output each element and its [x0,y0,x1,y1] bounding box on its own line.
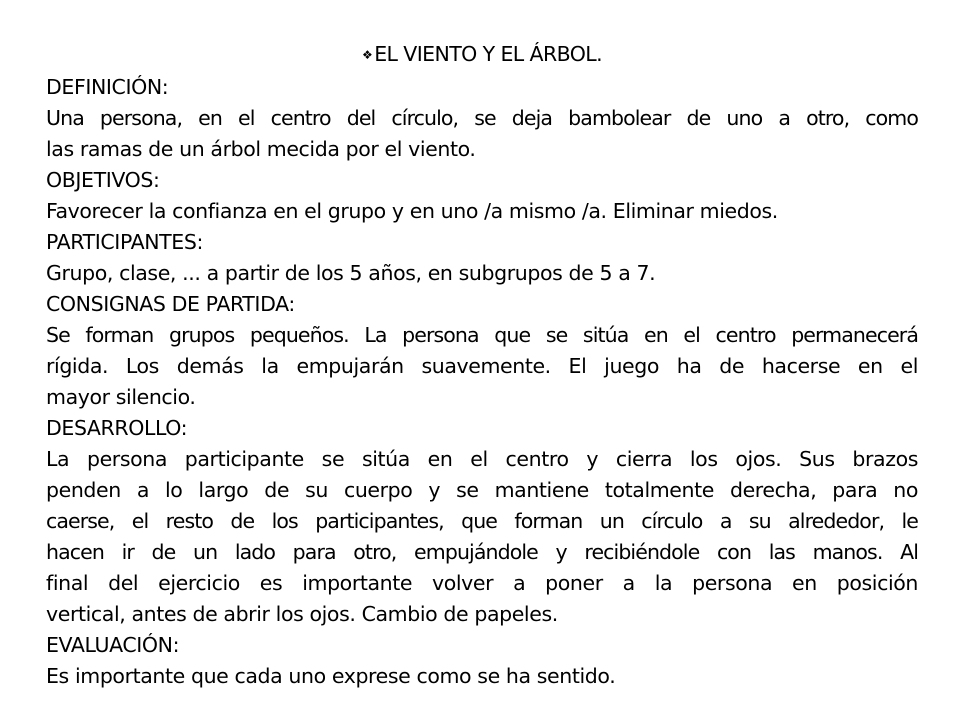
body-line: caerse, el resto de los participantes, que forman un círculo a su alrededor, le [46,509,918,533]
section-heading: OBJETIVOS: [46,168,160,192]
section-body [46,196,918,227]
section-heading: DESARROLLO: [46,416,188,440]
section-body [46,103,918,165]
document-title [46,38,918,70]
body-line: Se forman grupos pequeños. La persona que se sitúa en el centro permanecerá [46,323,918,347]
section-definicion [46,72,918,165]
body-line: Una persona, en el centro del círculo, se deja bambolear de uno a otro, como [46,106,918,130]
document-page [46,38,918,692]
body-line: final del ejercicio es importante volver a poner a la persona en posición [46,571,918,595]
section-evaluacion [46,630,918,692]
body-line: vertical, antes de abrir los ojos. Cambio de papeles. [46,602,558,626]
body-line: Es importante que cada uno exprese como se ha sentido. [46,664,616,688]
section-heading: CONSIGNAS DE PARTIDA: [46,292,295,316]
section-body [46,661,918,692]
section-body [46,444,918,630]
body-line: mayor silencio. [46,385,196,409]
section-participantes [46,227,918,289]
body-line: Grupo, clase, ... a partir de los 5 años, en subgrupos de 5 a 7. [46,261,656,285]
body-line: las ramas de un árbol mecida por el viento. [46,137,476,161]
body-line: Favorecer la confianza en el grupo y en uno /a mismo /a. Eliminar miedos. [46,199,778,223]
section-body [46,258,918,289]
section-heading: DEFINICIÓN: [46,75,169,99]
body-line: hacen ir de un lado para otro, empujándole y recibiéndole con las manos. Al [46,540,918,564]
diamond-bullet-icon: ❖ [362,48,373,62]
section-objetivos [46,165,918,227]
title-text: EL VIENTO Y EL ÁRBOL. [374,42,602,66]
section-heading: EVALUACIÓN: [46,633,180,657]
section-heading: PARTICIPANTES: [46,230,203,254]
body-line: La persona participante se sitúa en el centro y cierra los ojos. Sus brazos [46,447,918,471]
section-consignas [46,289,918,413]
body-line: rígida. Los demás la empujarán suavemente. El juego ha de hacerse en el [46,354,918,378]
section-body [46,320,918,413]
section-desarrollo [46,413,918,630]
body-line: penden a lo largo de su cuerpo y se mantiene totalmente derecha, para no [46,478,918,502]
